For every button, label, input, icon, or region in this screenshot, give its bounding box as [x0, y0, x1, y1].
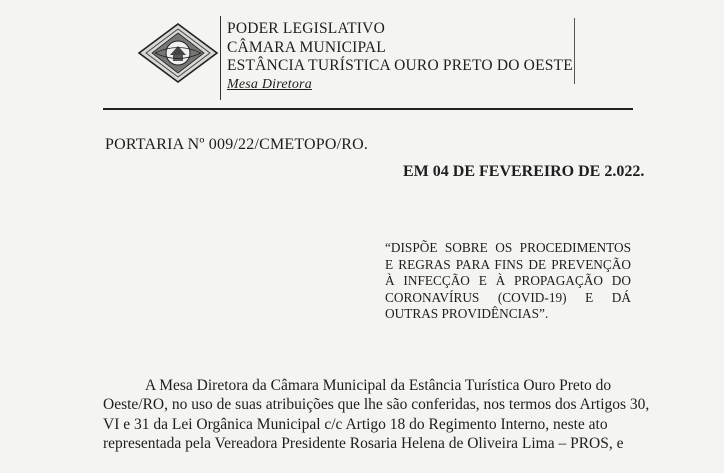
body-line: Oeste/RO, no uso de suas atribuições que lhe são conferidas, nos termos dos Artigos 30, [103, 396, 650, 414]
letterhead [227, 20, 573, 94]
municipal-emblem-icon [137, 22, 219, 84]
ementa-line: OUTRAS PROVIDÊNCIAS”. [385, 306, 549, 322]
ementa [385, 240, 631, 323]
header-rule [103, 108, 633, 110]
body-line: VI e 31 da Lei Orgânica Municipal c/c Artigo 18 do Regimento Interno, neste ato [103, 415, 608, 433]
body-paragraph [103, 376, 650, 453]
letterhead-board: Mesa Diretora [227, 76, 312, 92]
header-divider-left [220, 16, 221, 100]
document-date: EM 04 DE FEVEREIRO DE 2.022. [403, 163, 645, 180]
letterhead-power: PODER LEGISLATIVO [227, 20, 385, 37]
ementa-line: E REGRAS PARA FINS DE PREVENÇÃO [385, 256, 631, 272]
ementa-line: À INFECÇÃO E À PROPAGAÇÃO DO [385, 273, 631, 289]
header-divider-right [574, 18, 575, 84]
ementa-line: CORONAVÍRUS (COVID-19) E DÁ [385, 289, 631, 305]
body-line: representada pela Vereadora Presidente Rosaria Helena de Oliveira Lima – PROS, e [103, 434, 624, 452]
letterhead-municipality: ESTÂNCIA TURÍSTICA OURO PRETO DO OESTE [227, 57, 573, 74]
portaria-number: PORTARIA Nº 009/22/CMETOPO/RO. [105, 136, 369, 153]
body-line: A Mesa Diretora da Câmara Municipal da Estância Turística Ouro Preto do [145, 377, 612, 394]
ementa-line: “DISPÕE SOBRE OS PROCEDIMENTOS [385, 240, 631, 255]
letterhead-chamber: CÂMARA MUNICIPAL [227, 38, 386, 56]
